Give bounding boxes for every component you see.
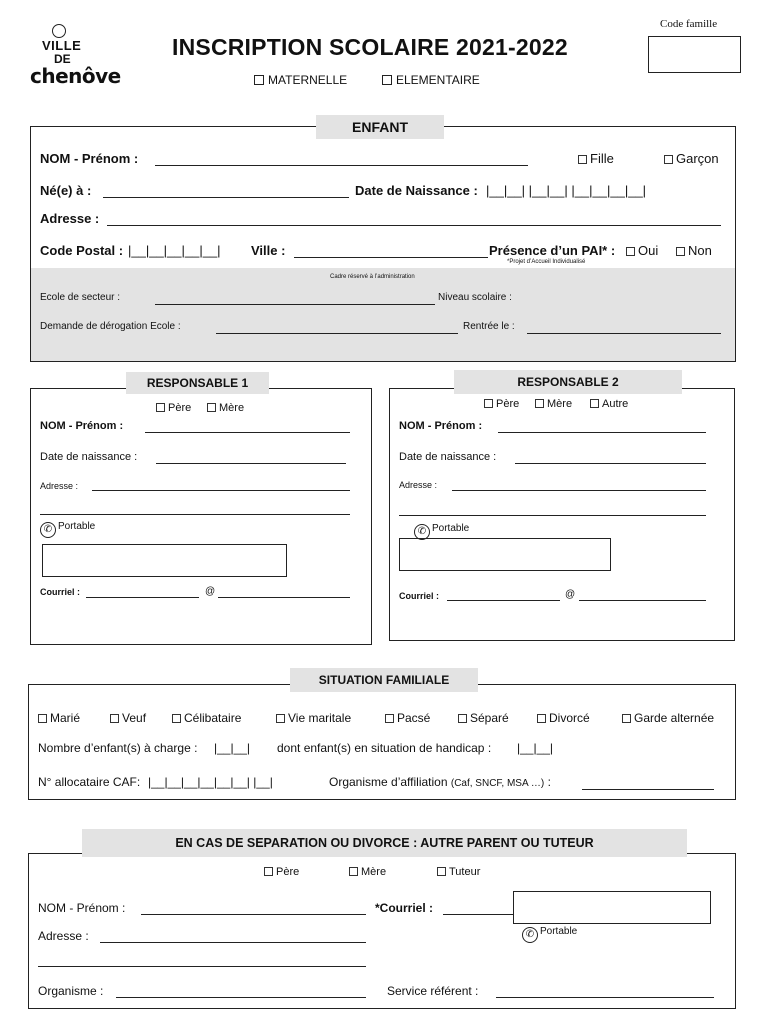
situation-option-marie[interactable] xyxy=(38,711,80,725)
r1-mere-checkbox[interactable] xyxy=(207,403,216,412)
situation-option-veuf[interactable] xyxy=(110,711,146,725)
responsable2-tab: RESPONSABLE 2 xyxy=(454,370,682,394)
sep-portable-row xyxy=(522,926,577,943)
situation-option-vie-maritale[interactable] xyxy=(276,711,351,725)
sep-nom-field[interactable] xyxy=(141,914,366,915)
pai-non-option[interactable] xyxy=(676,243,712,258)
situation-option-separe[interactable] xyxy=(458,711,509,725)
maternelle-label: MATERNELLE xyxy=(268,73,348,87)
r2-mere-option[interactable] xyxy=(535,398,572,410)
enfant-cp-label: Code Postal : xyxy=(40,243,124,258)
r2-portable-label: Portable xyxy=(432,523,470,534)
rentree-field[interactable] xyxy=(527,333,721,334)
sep-mere-label: Mère xyxy=(361,866,387,878)
r2-pere-checkbox[interactable] xyxy=(484,399,493,408)
city-logo xyxy=(30,24,121,96)
r1-courriel-field[interactable] xyxy=(86,597,199,598)
r1-portable-label: Portable xyxy=(58,521,96,532)
enfant-date-naissance-label: Date de Naissance : xyxy=(355,183,478,198)
admin-caption: Cadre réservé à l’administration xyxy=(330,274,415,280)
enfant-ville-field[interactable] xyxy=(294,257,488,258)
organisme-affiliation-label xyxy=(329,775,551,789)
r1-pere-label: Père xyxy=(168,402,192,414)
r2-nom-field[interactable] xyxy=(498,432,706,433)
elementaire-option[interactable] xyxy=(382,73,480,87)
r2-autre-option[interactable] xyxy=(590,398,628,410)
fille-checkbox[interactable] xyxy=(578,155,587,164)
r1-portable-row xyxy=(40,521,95,538)
sep-organisme-field[interactable] xyxy=(116,997,366,998)
r2-adresse-field-2[interactable] xyxy=(399,515,706,516)
sep-organisme-label: Organisme : xyxy=(38,984,104,998)
enfant-tab: ENFANT xyxy=(316,115,444,139)
ecole-secteur-field[interactable] xyxy=(155,304,435,305)
logo-line2: DE xyxy=(54,52,71,66)
phone-icon: ✆ xyxy=(522,927,538,943)
r2-autre-label: Autre xyxy=(602,398,629,410)
sep-pere-label: Père xyxy=(276,866,300,878)
vie-maritale-checkbox[interactable] xyxy=(276,714,285,723)
r1-pere-option[interactable] xyxy=(156,402,191,414)
page-title: INSCRIPTION SCOLAIRE 2021-2022 xyxy=(172,34,568,60)
pai-non-checkbox[interactable] xyxy=(676,247,685,256)
enfant-adresse-field[interactable] xyxy=(107,225,721,226)
ecole-secteur-label: Ecole de secteur : xyxy=(40,292,121,303)
fille-option[interactable] xyxy=(578,151,614,166)
garde-alternee-checkbox[interactable] xyxy=(622,714,631,723)
handicap-field[interactable]: |__|__| xyxy=(517,741,554,755)
sep-tuteur-option[interactable] xyxy=(437,866,480,878)
code-famille-label: Code famille xyxy=(660,18,718,30)
r2-mere-checkbox[interactable] xyxy=(535,399,544,408)
pai-oui-checkbox[interactable] xyxy=(626,247,635,256)
derogation-field[interactable] xyxy=(216,333,458,334)
maternelle-option[interactable] xyxy=(254,73,347,87)
r1-courriel-label: Courriel : xyxy=(40,587,81,597)
sep-portable-field[interactable] xyxy=(513,891,711,924)
situation-option-celibataire[interactable] xyxy=(172,711,241,725)
separe-checkbox[interactable] xyxy=(458,714,467,723)
pai-note: *Projet d’Accueil Individualisé xyxy=(507,259,586,265)
r1-mere-label: Mère xyxy=(219,402,245,414)
r2-date-naissance-field[interactable] xyxy=(515,463,706,464)
sep-service-label: Service référent : xyxy=(387,984,479,998)
r1-nom-label: NOM - Prénom : xyxy=(40,420,124,432)
sep-service-field[interactable] xyxy=(496,997,714,998)
r2-pere-label: Père xyxy=(496,398,520,410)
r1-adresse-label: Adresse : xyxy=(40,481,79,491)
r1-mere-option[interactable] xyxy=(207,402,244,414)
garcon-checkbox[interactable] xyxy=(664,155,673,164)
enfant-date-naissance-field[interactable]: |__|__| |__|__| |__|__|__|__| xyxy=(486,183,647,198)
phone-icon: ✆ xyxy=(40,522,56,538)
r1-portable-field[interactable] xyxy=(42,544,287,577)
r1-nom-field[interactable] xyxy=(145,432,350,433)
enfant-cp-field[interactable]: |__|__|__|__|__| xyxy=(128,243,221,258)
sep-adresse-field-2[interactable] xyxy=(38,966,366,967)
sep-nom-label: NOM - Prénom : xyxy=(38,901,126,915)
sep-tuteur-label: Tuteur xyxy=(449,866,481,878)
code-famille-field[interactable] xyxy=(648,36,741,73)
rentree-label: Rentrée le : xyxy=(463,321,515,332)
fille-label: Fille xyxy=(590,151,614,166)
sep-courriel-label: *Courriel : xyxy=(375,901,434,915)
enfant-ville-label: Ville : xyxy=(251,243,286,258)
r2-pere-option[interactable] xyxy=(484,398,519,410)
r1-courriel-domain-field[interactable] xyxy=(218,597,350,598)
enfant-adresse-label: Adresse : xyxy=(40,211,100,226)
marie-checkbox[interactable] xyxy=(38,714,47,723)
pacse-checkbox[interactable] xyxy=(385,714,394,723)
situation-option-garde-alternee[interactable] xyxy=(622,711,714,725)
enfant-nom-field[interactable] xyxy=(155,165,528,166)
enfants-charge-field[interactable]: |__|__| xyxy=(214,741,251,755)
r2-autre-checkbox[interactable] xyxy=(590,399,599,408)
sep-portable-label: Portable xyxy=(540,926,578,937)
elementaire-checkbox[interactable] xyxy=(382,75,392,85)
sep-pere-checkbox[interactable] xyxy=(264,867,273,876)
pacse-label: Pacsé xyxy=(397,711,431,725)
garde-alternee-label: Garde alternée xyxy=(634,711,715,725)
divorce-checkbox[interactable] xyxy=(537,714,546,723)
enfants-charge-label: Nombre d’enfant(s) à charge : xyxy=(38,741,198,755)
sep-courriel-field[interactable] xyxy=(443,914,513,915)
enfant-ne-label: Né(e) à : xyxy=(40,183,92,198)
sep-mere-option[interactable] xyxy=(349,866,386,878)
celibataire-checkbox[interactable] xyxy=(172,714,181,723)
separe-label: Séparé xyxy=(470,711,509,725)
r1-at-sign: @ xyxy=(205,586,216,597)
r1-pere-checkbox[interactable] xyxy=(156,403,165,412)
logo-line3: chenôve xyxy=(30,64,121,88)
elementaire-label: ELEMENTAIRE xyxy=(396,73,480,87)
organisme-affiliation-note: (Caf, SNCF, MSA …) xyxy=(450,778,545,789)
phone-icon: ✆ xyxy=(414,524,430,540)
derogation-label: Demande de dérogation Ecole : xyxy=(40,321,181,332)
r2-at-sign: @ xyxy=(565,589,576,600)
sep-tuteur-checkbox[interactable] xyxy=(437,867,446,876)
r1-adresse-field[interactable] xyxy=(92,490,350,491)
divorce-label: Divorcé xyxy=(549,711,590,725)
garcon-option[interactable] xyxy=(664,151,719,166)
sep-pere-option[interactable] xyxy=(264,866,299,878)
r2-portable-field[interactable] xyxy=(399,538,611,571)
organisme-affiliation-field[interactable] xyxy=(582,789,714,790)
niveau-scolaire-label: Niveau scolaire : xyxy=(438,292,512,303)
situation-tab: SITUATION FAMILIALE xyxy=(290,668,478,692)
pai-label: Présence d’un PAI* : xyxy=(489,243,616,258)
logo-ring-icon xyxy=(52,24,66,38)
admin-area xyxy=(31,268,735,361)
r2-adresse-label: Adresse : xyxy=(399,480,438,490)
enfant-ne-field[interactable] xyxy=(103,197,349,198)
r2-courriel-domain-field[interactable] xyxy=(579,600,706,601)
r2-date-naissance-label: Date de naissance : xyxy=(399,451,497,463)
r2-courriel-field[interactable] xyxy=(447,600,560,601)
situation-option-divorce[interactable] xyxy=(537,711,590,725)
logo-line1: VILLE xyxy=(42,38,82,53)
handicap-label: dont enfant(s) en situation de handicap : xyxy=(277,741,492,755)
r2-courriel-label: Courriel : xyxy=(399,591,440,601)
marie-label: Marié xyxy=(50,711,81,725)
caf-field[interactable]: |__|__|__|__|__|__| |__| xyxy=(148,775,273,789)
veuf-label: Veuf xyxy=(122,711,147,725)
r2-adresse-field[interactable] xyxy=(452,490,706,491)
sep-mere-checkbox[interactable] xyxy=(349,867,358,876)
r1-date-naissance-label: Date de naissance : xyxy=(40,451,138,463)
organisme-affiliation-colon: : xyxy=(547,775,551,789)
situation-option-pacse[interactable] xyxy=(385,711,430,725)
r2-mere-label: Mère xyxy=(547,398,573,410)
r1-date-naissance-field[interactable] xyxy=(156,463,346,464)
pai-non-label: Non xyxy=(688,243,712,258)
celibataire-label: Célibataire xyxy=(184,711,242,725)
maternelle-checkbox[interactable] xyxy=(254,75,264,85)
pai-oui-label: Oui xyxy=(638,243,659,258)
organisme-affiliation-text: Organisme d’affiliation xyxy=(329,775,448,789)
separation-tab: EN CAS DE SEPARATION OU DIVORCE : AUTRE PARENT OU TUTEUR xyxy=(82,829,687,857)
enfant-nom-label: NOM - Prénom : xyxy=(40,151,139,166)
r2-nom-label: NOM - Prénom : xyxy=(399,420,483,432)
caf-label: N° allocataire CAF: xyxy=(38,775,141,789)
veuf-checkbox[interactable] xyxy=(110,714,119,723)
vie-maritale-label: Vie maritale xyxy=(288,711,352,725)
responsable1-tab: RESPONSABLE 1 xyxy=(126,372,269,394)
garcon-label: Garçon xyxy=(676,151,719,166)
pai-oui-option[interactable] xyxy=(626,243,658,258)
sep-adresse-field[interactable] xyxy=(100,942,366,943)
r1-adresse-field-2[interactable] xyxy=(40,514,350,515)
sep-adresse-label: Adresse : xyxy=(38,929,89,943)
